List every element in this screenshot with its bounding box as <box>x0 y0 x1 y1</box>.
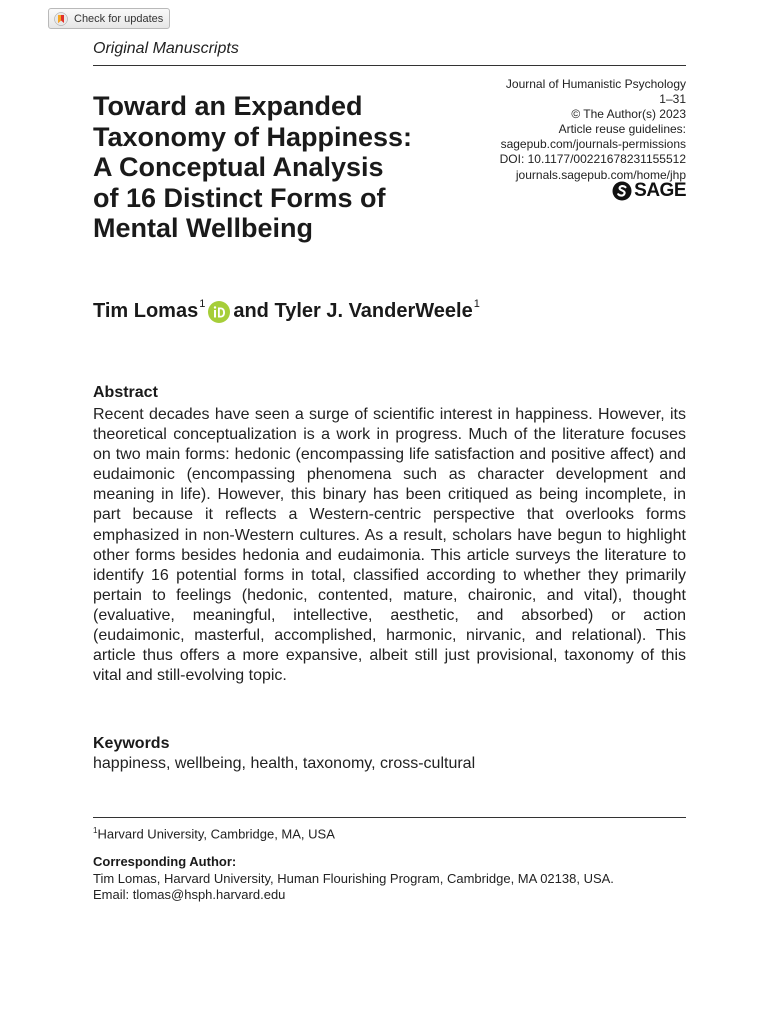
keywords-heading: Keywords <box>93 735 170 752</box>
corresponding-author-email[interactable]: Email: tlomas@hsph.harvard.edu <box>93 887 286 902</box>
title-line: Mental Wellbeing <box>93 213 314 243</box>
doi-link[interactable]: DOI: 10.1177/00221678231155512 <box>499 152 686 167</box>
title-line: Toward an Expanded <box>93 91 363 121</box>
affiliation-footnote <box>93 826 335 841</box>
sage-logo-text: SAGE <box>634 180 686 201</box>
check-for-updates-icon <box>54 12 68 26</box>
page-range: 1–31 <box>659 92 686 107</box>
affiliation-marker: 1 <box>199 298 206 310</box>
affiliation-text: Harvard University, Cambridge, MA, USA <box>97 826 335 842</box>
check-for-updates-label: Check for updates <box>74 12 164 25</box>
article-title <box>93 91 473 244</box>
corresponding-author-address: Tim Lomas, Harvard University, Human Flourishing Program, Cambridge, MA 02138, USA. <box>93 871 614 886</box>
copyright: © The Author(s) 2023 <box>571 107 686 122</box>
check-for-updates-button[interactable] <box>48 8 170 29</box>
title-line: Taxonomy of Happiness: <box>93 121 413 152</box>
author-name: Tim Lomas <box>93 300 199 322</box>
section-label: Original Manuscripts <box>93 40 239 57</box>
reuse-guidelines-label: Article reuse guidelines: <box>558 122 686 137</box>
header-divider <box>93 65 686 66</box>
author-connector: and Tyler J. VanderWeele <box>233 300 473 322</box>
sage-s-icon <box>612 181 632 201</box>
abstract-text: Recent decades have seen a surge of scientific interest in happiness. However, its theoretical conceptualization is a work in progress. Much of the literature focuses on two main forms: hedonic (encompassing life satisfaction and positive affect) and eudaimonic (encompassing phenomena such as character development and meaning in life). However, this binary has been critiqued as being incomplete, in part because it reflects a Western-centric perspective that overlooks forms emphasized in non-Western cultures. As a result, scholars have begun to highlight other forms besides hedonia and eudaimonia. This article surveys the literature to identify 16 potential forms in total, classified according to whether they primarily pertain to feelings (hedonic, contented, mature, chaironic, and vital), thought (evaluative, meaningful, intellective, aesthetic, and absorbed) or action (eudaimonic, masterful, accomplished, harmonic, nirvanic, and relational). This article thus offers a more expansive, albeit still just provisional, taxonomy of this vital and still-evolving topic. <box>93 406 686 685</box>
corresponding-author-heading: Corresponding Author: <box>93 854 237 869</box>
sage-logo <box>612 180 686 202</box>
keywords-text: happiness, wellbeing, health, taxonomy, cross-cultural <box>93 755 476 772</box>
affiliation-marker: 1 <box>93 826 98 835</box>
title-line: of 16 Distinct Forms of <box>93 182 386 213</box>
affiliation-marker: 1 <box>473 298 480 310</box>
journal-name: Journal of Humanistic Psychology <box>505 77 686 91</box>
footnote-divider <box>93 817 686 818</box>
journal-home-link[interactable]: journals.sagepub.com/home/jhp <box>515 167 686 182</box>
permissions-link[interactable]: sagepub.com/journals-permissions <box>500 137 686 152</box>
orcid-icon[interactable] <box>208 301 230 323</box>
author-line <box>93 300 480 323</box>
title-line: A Conceptual Analysis <box>93 152 384 182</box>
abstract-heading: Abstract <box>93 384 158 401</box>
